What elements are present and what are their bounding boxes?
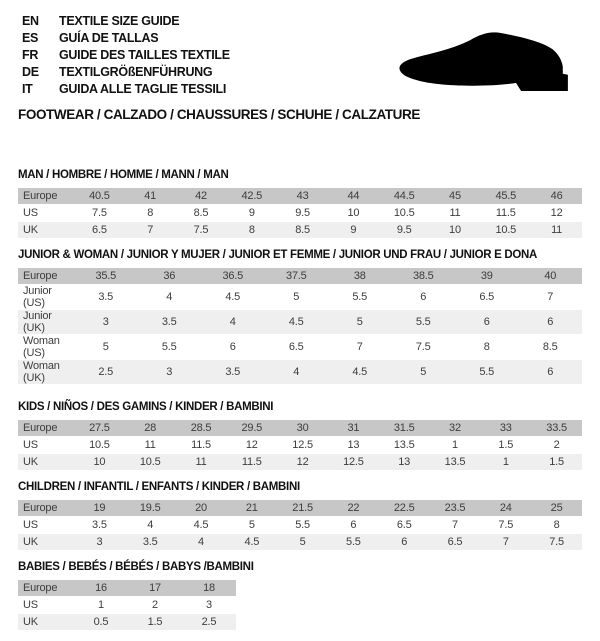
size-cell: 6.5 — [379, 517, 430, 534]
size-cell: 29.5 — [226, 420, 277, 437]
guide-title: TEXTILE SIZE GUIDE — [59, 14, 180, 28]
size-cell: 3.5 — [125, 534, 176, 551]
size-cell: 11.5 — [480, 205, 531, 222]
language-code: ES — [22, 31, 39, 45]
size-cell: 13 — [379, 454, 430, 471]
size-cell: 6 — [519, 360, 583, 385]
guide-title: TEXTILGRÖßENFÜHRUNG — [59, 65, 213, 79]
size-cell: 21 — [226, 500, 277, 517]
size-cell: 1 — [430, 437, 481, 454]
dress-shoe-icon — [397, 29, 575, 94]
size-cell: 4 — [201, 310, 265, 335]
size-cell: 28 — [125, 420, 176, 437]
row-label: Junior (UK) — [18, 310, 74, 335]
size-cell: 36 — [138, 268, 202, 285]
size-cell: 12 — [531, 205, 582, 222]
size-cell: 6 — [519, 310, 583, 335]
size-cell: 10 — [430, 222, 481, 239]
size-cell: 1 — [480, 454, 531, 471]
size-cell: 4.5 — [328, 360, 392, 385]
size-cell: 7 — [125, 222, 176, 239]
size-cell: 11 — [430, 205, 481, 222]
language-row — [22, 13, 230, 30]
size-cell: 3 — [74, 534, 125, 551]
size-cell: 2.5 — [182, 614, 236, 631]
size-cell: 9.5 — [379, 222, 430, 239]
size-section — [18, 561, 582, 631]
size-cell: 46 — [531, 188, 582, 205]
table-row — [18, 534, 582, 551]
row-label: Europe — [18, 500, 74, 517]
size-cell: 44.5 — [379, 188, 430, 205]
size-cell: 41 — [125, 188, 176, 205]
language-row — [22, 81, 230, 98]
language-code: IT — [22, 82, 33, 96]
size-cell: 7 — [519, 285, 583, 310]
size-cell: 6.5 — [74, 222, 125, 239]
size-cell: 12.5 — [277, 437, 328, 454]
language-code: EN — [22, 14, 39, 28]
size-cell: 4.5 — [226, 534, 277, 551]
row-label: UK — [18, 534, 74, 551]
size-cell: 5.5 — [138, 335, 202, 360]
size-cell: 10.5 — [379, 205, 430, 222]
size-cell: 39 — [455, 268, 519, 285]
size-table — [18, 188, 582, 239]
size-cell: 4 — [138, 285, 202, 310]
size-cell: 5 — [74, 335, 138, 360]
size-cell: 28.5 — [176, 420, 227, 437]
table-row — [18, 360, 582, 385]
size-cell: 43 — [277, 188, 328, 205]
size-cell: 7 — [480, 534, 531, 551]
language-title-list — [22, 13, 230, 98]
size-cell: 16 — [74, 580, 128, 597]
size-cell: 2 — [128, 597, 182, 614]
size-cell: 19.5 — [125, 500, 176, 517]
section-title: BABIES / BEBÉS / BÉBÉS / BABYS /BAMBINI — [18, 561, 254, 573]
size-cell: 4.5 — [201, 285, 265, 310]
size-cell: 10 — [74, 454, 125, 471]
size-cell: 42 — [176, 188, 227, 205]
language-row — [22, 64, 230, 81]
size-cell: 31 — [328, 420, 379, 437]
size-cell: 40 — [519, 268, 583, 285]
size-cell: 5 — [226, 517, 277, 534]
row-label: US — [18, 597, 74, 614]
size-cell: 6 — [379, 534, 430, 551]
table-row — [18, 597, 236, 614]
size-cell: 11.5 — [226, 454, 277, 471]
size-cell: 3.5 — [74, 517, 125, 534]
size-cell: 13 — [328, 437, 379, 454]
row-label: Europe — [18, 188, 74, 205]
size-cell: 9.5 — [277, 205, 328, 222]
size-cell: 38 — [328, 268, 392, 285]
size-cell: 10.5 — [74, 437, 125, 454]
size-cell: 12.5 — [328, 454, 379, 471]
size-cell: 8.5 — [176, 205, 227, 222]
size-cell: 27.5 — [74, 420, 125, 437]
size-cell: 2.5 — [74, 360, 138, 385]
size-cell: 23.5 — [430, 500, 481, 517]
size-cell: 7.5 — [392, 335, 456, 360]
row-label: Europe — [18, 580, 74, 597]
size-cell: 42.5 — [226, 188, 277, 205]
size-cell: 45.5 — [480, 188, 531, 205]
size-cell: 4.5 — [265, 310, 329, 335]
size-cell: 3.5 — [201, 360, 265, 385]
size-cell: 5 — [265, 285, 329, 310]
size-cell: 5 — [392, 360, 456, 385]
table-row — [18, 310, 582, 335]
guide-title: GUIDA ALLE TAGLIE TESSILI — [59, 82, 227, 96]
size-cell: 7.5 — [74, 205, 125, 222]
size-cell: 6.5 — [265, 335, 329, 360]
size-cell: 10.5 — [480, 222, 531, 239]
size-cell: 5 — [328, 310, 392, 335]
size-cell: 13.5 — [379, 437, 430, 454]
size-cell: 8 — [455, 335, 519, 360]
size-cell: 5.5 — [328, 285, 392, 310]
size-cell: 6.5 — [430, 534, 481, 551]
table-row — [18, 500, 582, 517]
size-cell: 33 — [480, 420, 531, 437]
size-cell: 1.5 — [531, 454, 582, 471]
size-cell: 24 — [480, 500, 531, 517]
size-cell: 9 — [226, 205, 277, 222]
size-cell: 8.5 — [519, 335, 583, 360]
size-cell: 45 — [430, 188, 481, 205]
size-cell: 7.5 — [480, 517, 531, 534]
table-row — [18, 285, 582, 310]
size-cell: 3.5 — [138, 310, 202, 335]
size-cell: 1.5 — [480, 437, 531, 454]
section-title: KIDS / NIÑOS / DES GAMINS / KINDER / BAMBINI — [18, 401, 274, 413]
size-cell: 19 — [74, 500, 125, 517]
size-table — [18, 268, 582, 385]
row-label: Junior (US) — [18, 285, 74, 310]
size-section — [18, 249, 582, 385]
size-cell: 8 — [226, 222, 277, 239]
size-cell: 40.5 — [74, 188, 125, 205]
size-table — [18, 420, 582, 471]
size-cell: 36.5 — [201, 268, 265, 285]
row-label: UK — [18, 454, 74, 471]
size-cell: 7.5 — [176, 222, 227, 239]
table-row — [18, 268, 582, 285]
size-cell: 13.5 — [430, 454, 481, 471]
size-cell: 30 — [277, 420, 328, 437]
category-title: FOOTWEAR / CALZADO / CHAUSSURES / SCHUHE / CALZATURE — [18, 107, 420, 122]
size-cell: 20 — [176, 500, 227, 517]
section-title: JUNIOR & WOMAN / JUNIOR Y MUJER / JUNIOR ET FEMME / JUNIOR UND FRAU / JUNIOR E DONA — [18, 249, 538, 261]
language-code: FR — [22, 48, 39, 62]
size-cell: 6.5 — [455, 285, 519, 310]
table-row — [18, 580, 236, 597]
size-cell: 5.5 — [455, 360, 519, 385]
size-cell: 4 — [176, 534, 227, 551]
size-cell: 37.5 — [265, 268, 329, 285]
size-cell: 11.5 — [176, 437, 227, 454]
size-section — [18, 401, 582, 471]
size-cell: 7 — [328, 335, 392, 360]
size-cell: 25 — [531, 500, 582, 517]
table-row — [18, 614, 236, 631]
size-cell: 2 — [531, 437, 582, 454]
section-title: MAN / HOMBRE / HOMME / MANN / MAN — [18, 169, 229, 181]
size-cell: 21.5 — [277, 500, 328, 517]
size-cell: 5.5 — [392, 310, 456, 335]
size-cell: 8 — [125, 205, 176, 222]
table-row — [18, 335, 582, 360]
size-cell: 5 — [277, 534, 328, 551]
row-label: Woman (US) — [18, 335, 74, 360]
language-row — [22, 47, 230, 64]
size-cell: 35.5 — [74, 268, 138, 285]
size-cell: 10.5 — [125, 454, 176, 471]
size-cell: 3 — [182, 597, 236, 614]
row-label: Europe — [18, 420, 74, 437]
size-cell: 22 — [328, 500, 379, 517]
size-cell: 6 — [455, 310, 519, 335]
row-label: UK — [18, 614, 74, 631]
size-tables — [18, 169, 582, 641]
table-row — [18, 420, 582, 437]
row-label: US — [18, 437, 74, 454]
size-cell: 44 — [328, 188, 379, 205]
size-cell: 1.5 — [128, 614, 182, 631]
size-table — [18, 580, 236, 631]
size-cell: 3 — [138, 360, 202, 385]
row-label: Europe — [18, 268, 74, 285]
language-row — [22, 30, 230, 47]
guide-title: GUIDE DES TAILLES TEXTILE — [59, 48, 230, 62]
size-section — [18, 481, 582, 551]
size-cell: 11 — [176, 454, 227, 471]
size-cell: 3 — [74, 310, 138, 335]
size-table — [18, 500, 582, 551]
size-cell: 9 — [328, 222, 379, 239]
size-cell: 17 — [128, 580, 182, 597]
table-row — [18, 222, 582, 239]
row-label: Woman (UK) — [18, 360, 74, 385]
size-cell: 0.5 — [74, 614, 128, 631]
row-label: US — [18, 517, 74, 534]
size-cell: 3.5 — [74, 285, 138, 310]
table-row — [18, 205, 582, 222]
size-cell: 33.5 — [531, 420, 582, 437]
size-cell: 18 — [182, 580, 236, 597]
size-cell: 38.5 — [392, 268, 456, 285]
size-cell: 11 — [531, 222, 582, 239]
size-cell: 11 — [125, 437, 176, 454]
size-cell: 12 — [226, 437, 277, 454]
table-row — [18, 188, 582, 205]
section-title: CHILDREN / INFANTIL / ENFANTS / KINDER / BAMBINI — [18, 481, 300, 493]
table-row — [18, 454, 582, 471]
size-section — [18, 169, 582, 239]
language-code: DE — [22, 65, 39, 79]
size-cell: 12 — [277, 454, 328, 471]
row-label: US — [18, 205, 74, 222]
row-label: UK — [18, 222, 74, 239]
size-cell: 8.5 — [277, 222, 328, 239]
size-cell: 1 — [74, 597, 128, 614]
size-cell: 5.5 — [328, 534, 379, 551]
guide-title: GUÍA DE TALLAS — [59, 31, 159, 45]
size-cell: 10 — [328, 205, 379, 222]
size-cell: 7.5 — [531, 534, 582, 551]
table-row — [18, 517, 582, 534]
size-cell: 6 — [201, 335, 265, 360]
size-cell: 6 — [392, 285, 456, 310]
size-cell: 22.5 — [379, 500, 430, 517]
size-cell: 31.5 — [379, 420, 430, 437]
size-cell: 4 — [125, 517, 176, 534]
size-cell: 4 — [265, 360, 329, 385]
size-cell: 5.5 — [277, 517, 328, 534]
size-cell: 8 — [531, 517, 582, 534]
size-cell: 4.5 — [176, 517, 227, 534]
table-row — [18, 437, 582, 454]
size-cell: 6 — [328, 517, 379, 534]
size-cell: 7 — [430, 517, 481, 534]
size-cell: 32 — [430, 420, 481, 437]
